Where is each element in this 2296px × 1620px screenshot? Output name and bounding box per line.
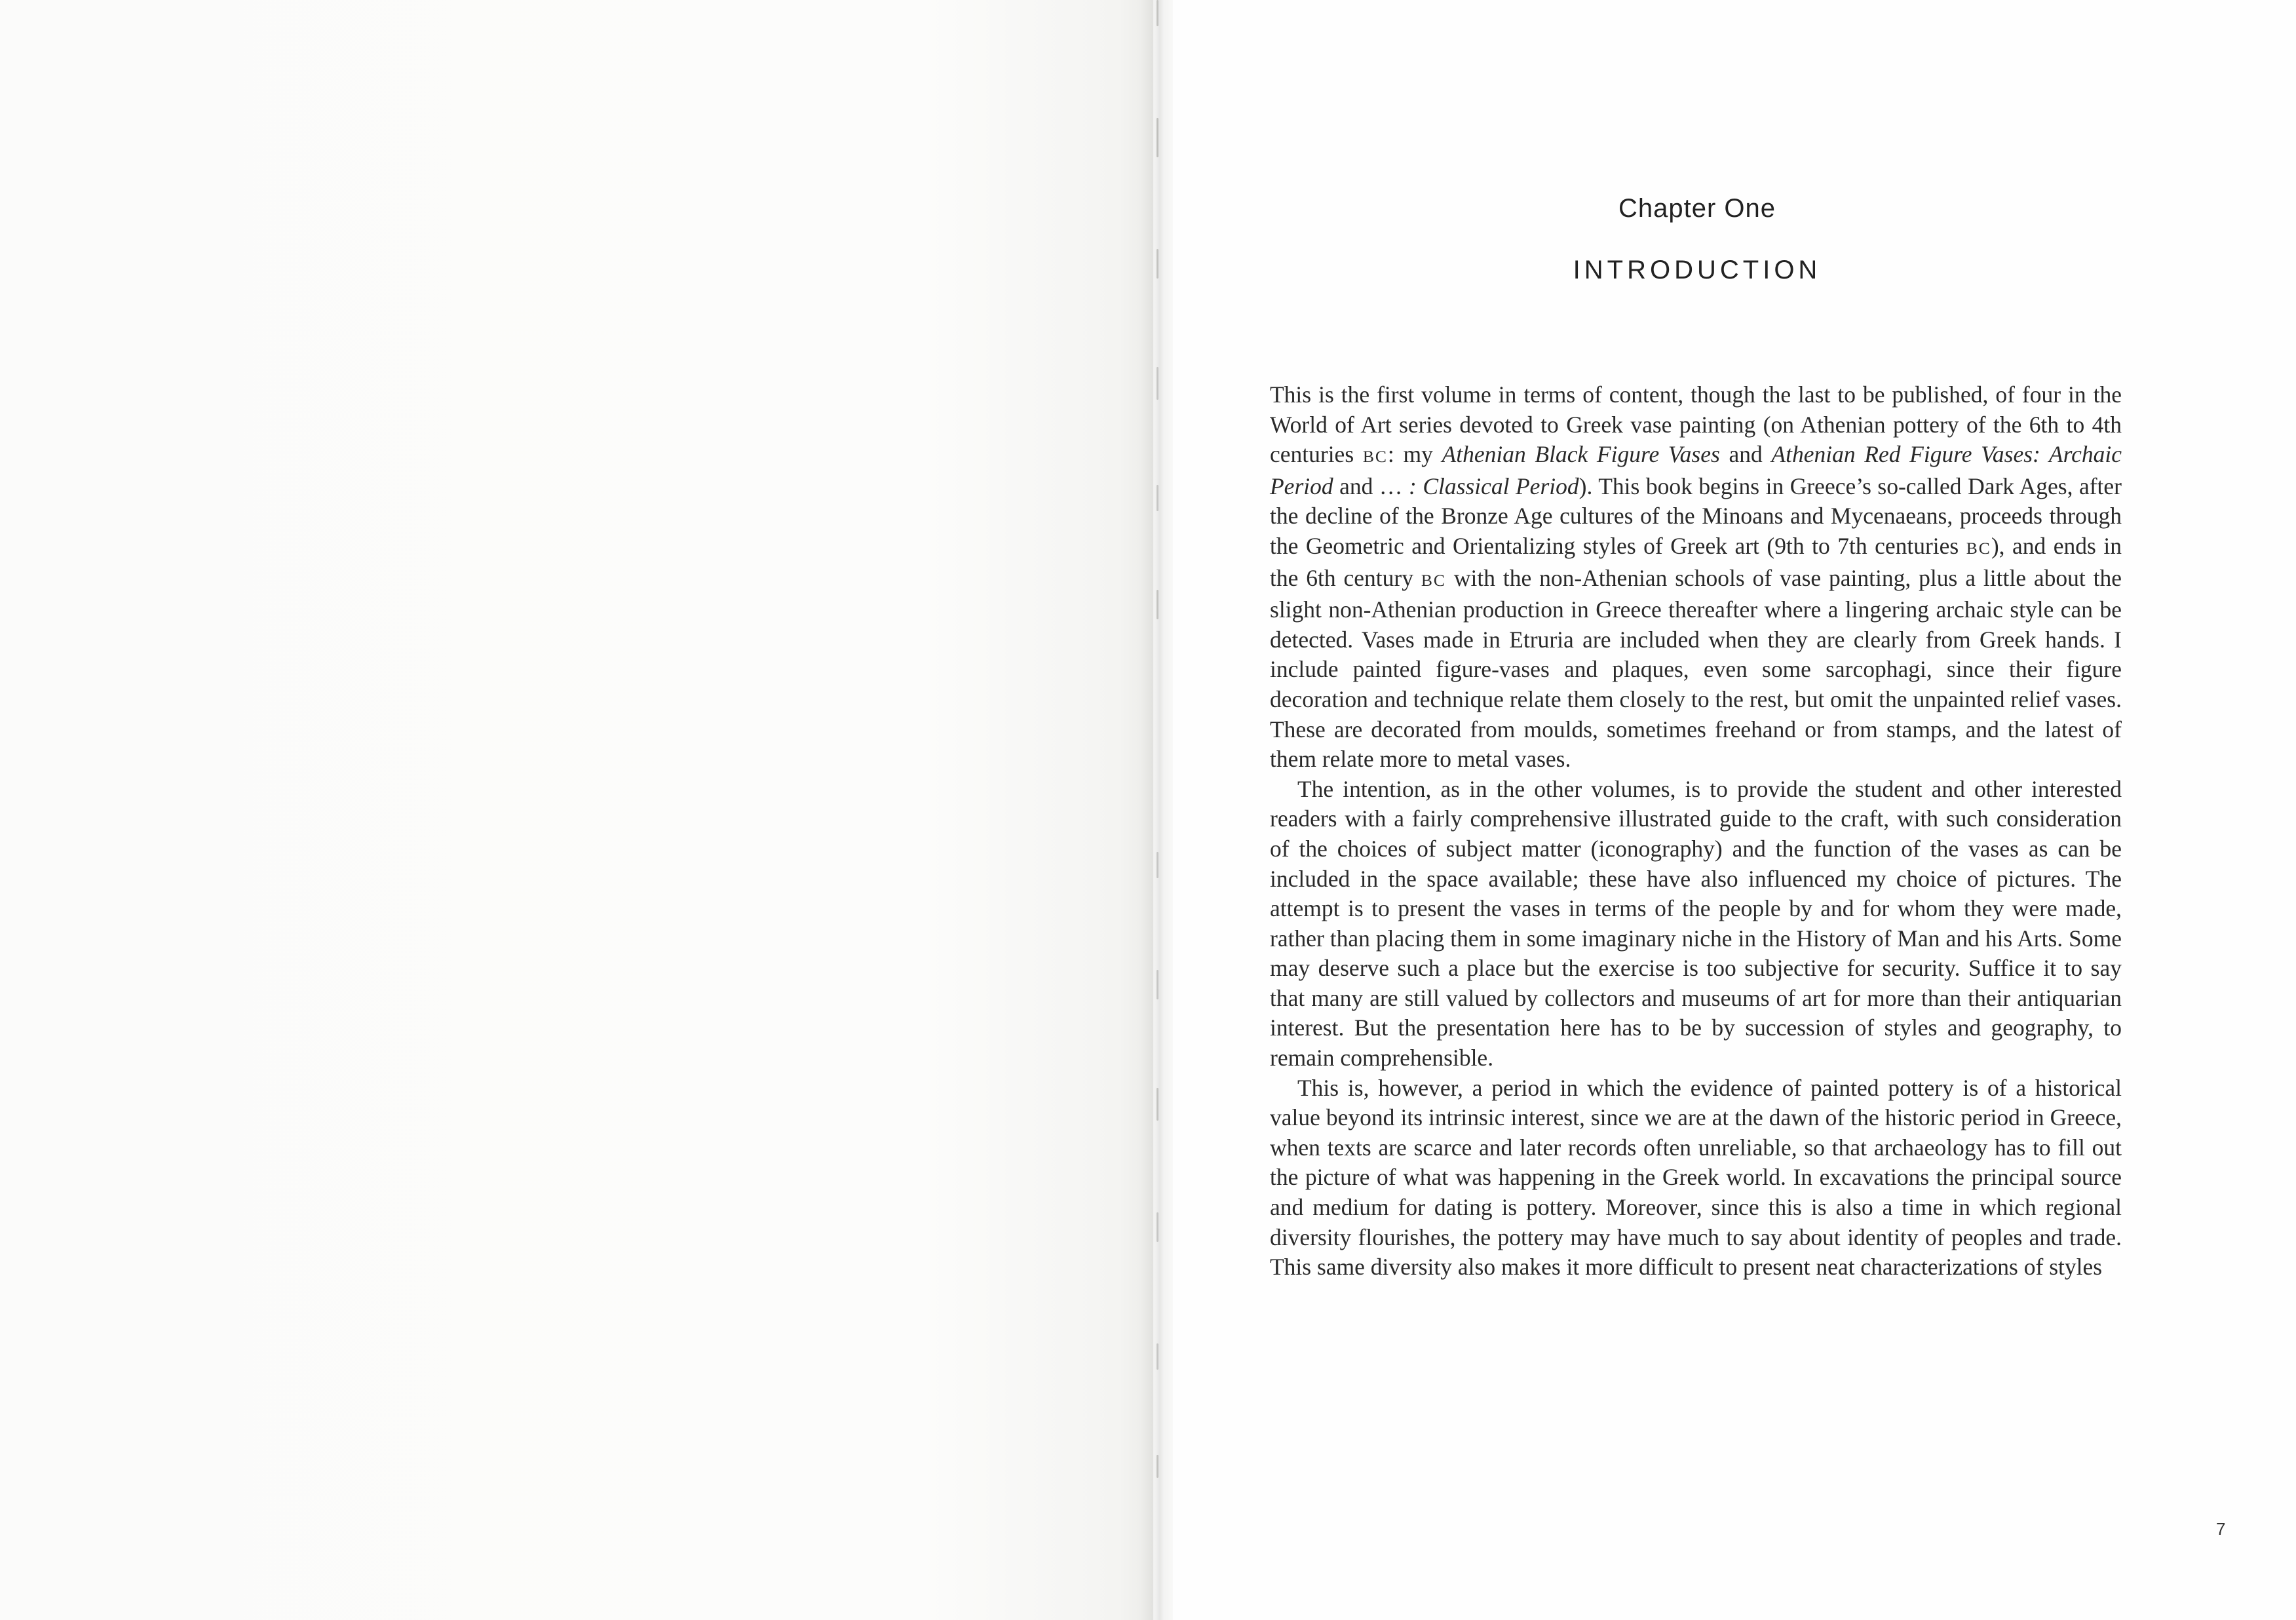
paragraph-2: The intention, as in the other volumes, is to provide the student and other interested readers with a fairly comprehensive illustrated guide to the craft, with such consideration of the choices of subject matter (iconography) and the function of the vases as can be included in the space available; these have also influenced my choice of pictures. The attempt is to present the vases in terms of the people by and for whom they were made, rather than placing them in some imaginary niche in the History of Man and his Arts. Some may deserve such a place but the exercise is too subjective for security. Suffice it to say that many are still valued by collectors and museums of art for more than their antiquarian interest. But the presentation here has to be by succession of styles and geography, to remain comprehensible. <box>1270 775 2122 1071</box>
gutter-binding-mark <box>1157 367 1158 400</box>
book-title: Athenian Black Figure Vases <box>1442 441 1720 468</box>
book-title: : Classical Period <box>1408 473 1579 499</box>
gutter-binding-mark <box>1157 485 1158 511</box>
era-abbreviation: BC <box>1362 447 1388 467</box>
gutter-binding-mark <box>1157 1455 1158 1478</box>
gutter-binding-mark <box>1157 118 1158 157</box>
text-run: with the non-Athenian schools of vase painting, plus a little about the slight non-Athenian production in Greece thereafter where a lingering archaic style can be detected. Vases made in Etruria are included when they are clearly from Greek hands. I include painted figure-vases and plaques, even some sarcophagi, since their figure decoration and technique relate them closely to the rest, but omit the unpainted relief vases. These are decorated from moulds, sometimes freehand or from stamps, and the latest of them relate more to metal vases. <box>1270 564 2122 773</box>
gutter-binding-mark <box>1157 249 1158 279</box>
chapter-body-text <box>1270 380 2122 1282</box>
era-abbreviation: BC <box>1421 570 1446 590</box>
text-run: and <box>1719 441 1772 468</box>
text-run: : my <box>1387 441 1442 468</box>
text-run: ). This book begins in Greece’s so-called Dark Ages, after the decline of the Bronze Age cultures of the Minoans and Mycenaeans, proceeds through the Geometric and Orientalizing styles of Greek art (9th to 7th centuries <box>1270 473 2122 559</box>
gutter-binding-mark <box>1157 1343 1158 1370</box>
chapter-number: Chapter One <box>1618 194 1776 223</box>
text-run: and … <box>1333 473 1409 499</box>
chapter-title: INTRODUCTION <box>1573 256 1822 284</box>
paragraph-3: This is, however, a period in which the evidence of painted pottery is of a historical value beyond its intrinsic interest, since we are at the dawn of the historic period in Greece, when texts are scarce and later records often unreliable, so that archaeology has to fill out the picture of what was happening in the Greek world. In excavations the principal source and medium for dating is pottery. Moreover, since this is also a time in which regional diversity flourishes, the pottery may have much to say about identity of peoples and trade. This same diversity also makes it more difficult to present neat characterizations of styles <box>1270 1074 2122 1281</box>
gutter-binding-mark <box>1157 590 1158 619</box>
text-run: ), and ends in the 6th century <box>1270 532 2122 591</box>
gutter-binding-mark <box>1157 1212 1158 1242</box>
page-number: 7 <box>2216 1519 2226 1539</box>
gutter-binding-mark <box>1157 1088 1158 1121</box>
paragraph-1 <box>1270 380 2122 775</box>
gutter-binding-mark <box>1157 852 1158 878</box>
gutter-binding-mark <box>1157 970 1158 999</box>
gutter-binding-mark <box>1157 0 1158 26</box>
book-title: Athenian Red Figure Vases: Archaic Period <box>1270 441 2122 499</box>
era-abbreviation: BC <box>1966 538 1991 558</box>
text-run: This is the first volume in terms of content, though the last to be published, of four in the World of Art series devoted to Greek vase painting (on Athenian pottery of the 6th to 4th centuries <box>1270 381 2122 468</box>
